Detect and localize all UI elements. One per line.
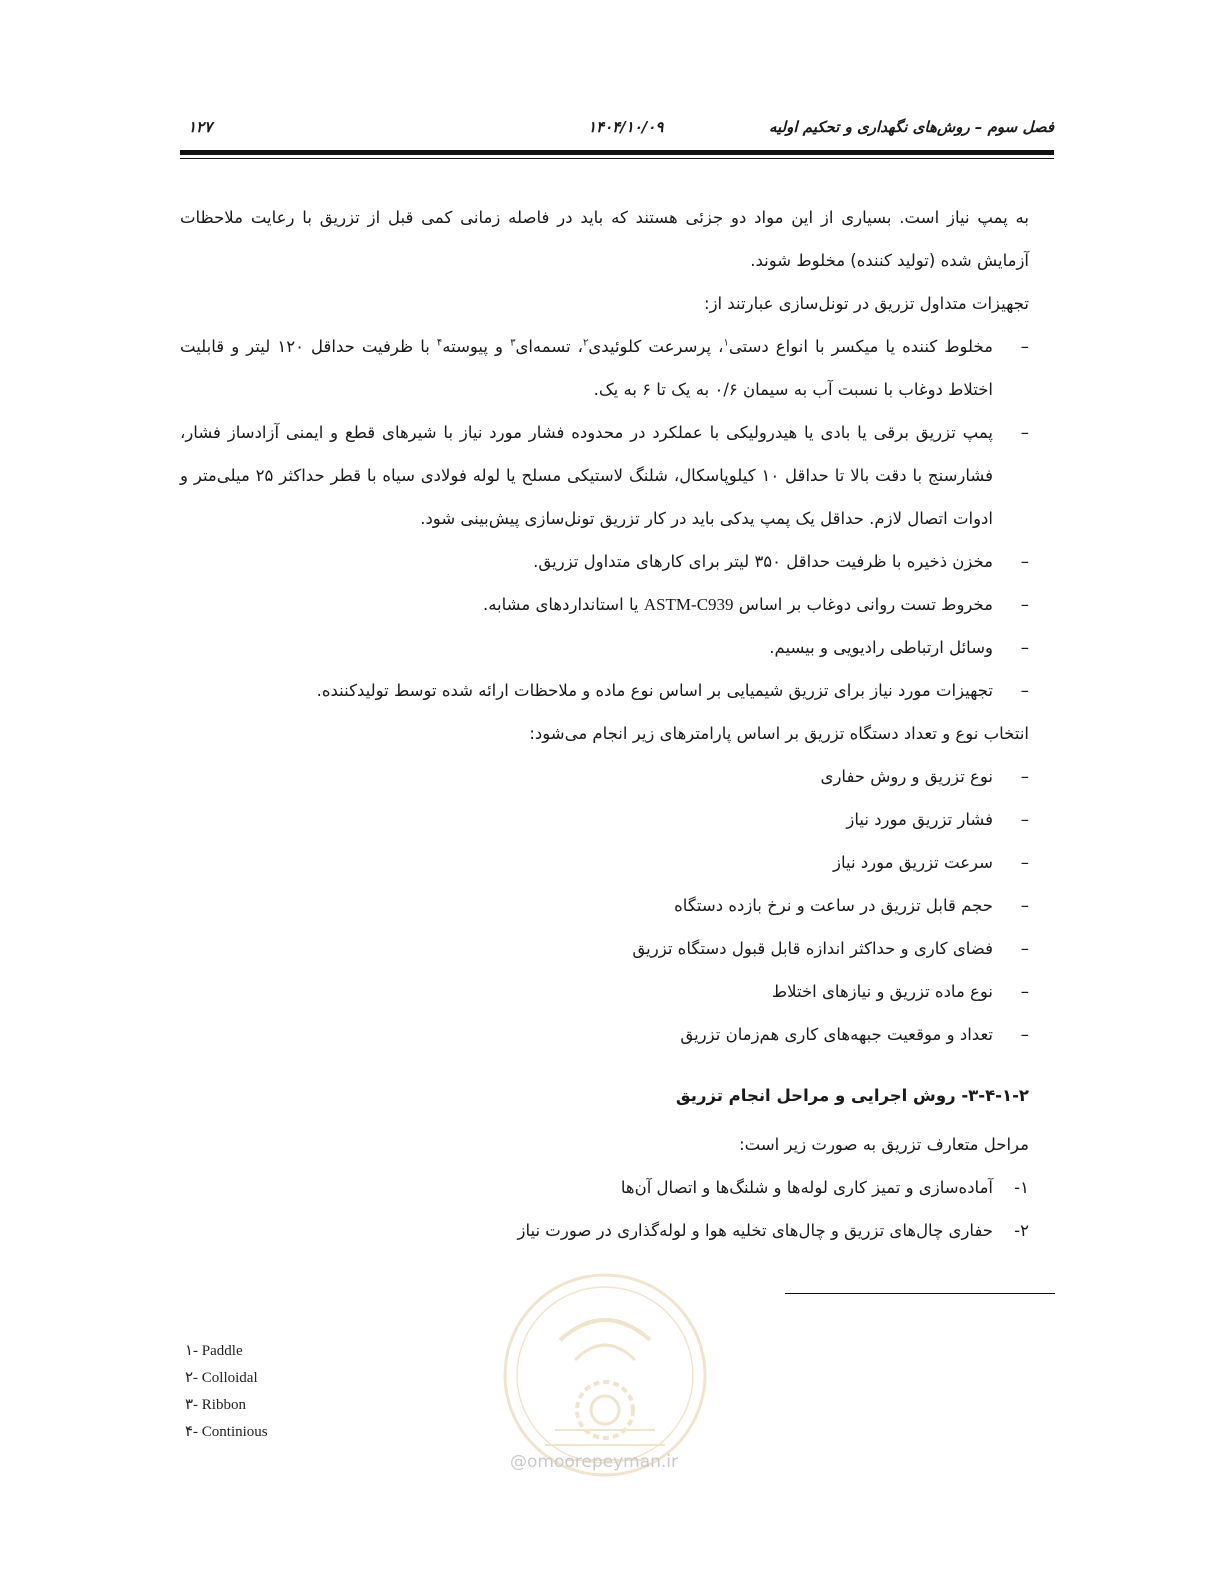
dash-bullet: –: [1020, 767, 1029, 786]
param-item: – نوع تزریق و روش حفاری: [180, 755, 1029, 798]
step-item: ۱- آماده‌سازی و تمیز کاری لوله‌ها و شلنگ‌ها و اتصال آن‌ها: [180, 1166, 1029, 1209]
param-item: – نوع ماده تزریق و نیازهای اختلاط: [180, 970, 1029, 1013]
footnotes: [185, 1338, 268, 1446]
footnote-ref: ۴: [436, 337, 443, 349]
chapter-title: فصل سوم – روش‌های نگهداری و تحکیم اولیه: [768, 118, 1054, 136]
page-header: [180, 118, 1054, 142]
param-item: – سرعت تزریق مورد نیاز: [180, 841, 1029, 884]
dash-bullet: –: [1020, 1025, 1029, 1044]
equipment-item: – وسائل ارتباطی رادیویی و بیسیم.: [180, 626, 1029, 669]
step-number: ۱-: [1014, 1178, 1029, 1197]
param-item: – حجم قابل تزریق در ساعت و نرخ بازده دستگاه: [180, 884, 1029, 927]
header-rule-thick: [180, 150, 1054, 155]
dash-bullet: –: [1020, 810, 1029, 829]
header-rule-thin: [180, 158, 1054, 159]
section-heading: ۳-۴-۱-۲- روش اجرایی و مراحل انجام تزریق: [675, 1086, 1029, 1105]
dash-bullet: –: [1020, 595, 1029, 614]
standard-code: ASTM-C939: [643, 595, 734, 614]
param-item: – فضای کاری و حداکثر اندازه قابل قبول دستگاه تزریق: [180, 927, 1029, 970]
dash-bullet: –: [1020, 681, 1029, 700]
dash-bullet: –: [1020, 896, 1029, 915]
step-number: ۲-: [1014, 1221, 1029, 1240]
steps-intro: مراحل متعارف تزریق به صورت زیر است:: [739, 1135, 1029, 1154]
selection-intro: انتخاب نوع و تعداد دستگاه تزریق بر اساس پارامترهای زیر انجام می‌شود:: [529, 724, 1029, 743]
footnote-ref: ۲: [583, 337, 589, 349]
step-item: ۲- حفاری چال‌های تزریق و چال‌های تخلیه هوا و لوله‌گذاری در صورت نیاز: [180, 1209, 1029, 1252]
equipment-intro: تجهیزات متداول تزریق در تونل‌سازی عبارتند از:: [704, 294, 1029, 313]
footnote-separator: [785, 1293, 1055, 1294]
equipment-item: – مخلوط کننده یا میکسر با انواع دستی$^۱$، پرسرعت کلوئیدی$^۲$، تسمه‌ای$^۳$ و پیوسته$^۴$ با ظرفیت حداقل ۱۲۰ لیتر و قابلیت اختلاط دوغاب با نسبت آب به سیمان ۰/۶ به یک تا ۶ به یک.: [180, 325, 1029, 411]
dash-bullet: –: [1020, 982, 1029, 1001]
dash-bullet: –: [1020, 423, 1029, 442]
param-item: – تعداد و موقعیت جبهه‌های کاری هم‌زمان تزریق: [180, 1013, 1029, 1056]
dash-bullet: –: [1020, 337, 1029, 356]
paragraph-intro: به پمپ نیاز است. بسیاری از این مواد دو جزئی هستند که باید در فاصله زمانی کمی قبل از تزریق با رعایت ملاحظات آزمایش شده (تولید کننده) مخلوط شوند.: [180, 208, 1029, 270]
equipment-item: – پمپ تزریق برقی یا بادی یا هیدرولیکی با عملکرد در محدوده فشار مورد نیاز با شیرهای قطع و ایمنی آزادساز فشار، فشارسنج با دقت بالا تا حداقل ۱۰ کیلوپاسکال، شلنگ لاستیکی مسلح یا لوله فولادی سیاه با قطر حداکثر ۲۵ میلی‌متر و ادوات اتصال لازم. حداقل یک پمپ یدکی باید در کار تزریق تونل‌سازی پیش‌بینی شود.: [180, 411, 1029, 540]
param-item: – فشار تزریق مورد نیاز: [180, 798, 1029, 841]
dash-bullet: –: [1020, 853, 1029, 872]
equipment-item: – مخروط تست روانی دوغاب بر اساس ASTM-C939 یا استانداردهای مشابه.: [180, 583, 1029, 626]
dash-bullet: –: [1020, 939, 1029, 958]
footnote-item: ۲- Colloidal: [185, 1370, 258, 1386]
footnote-ref: ۱: [723, 337, 729, 349]
page-number: ۱۲۷: [188, 118, 213, 136]
watermark-site: @omoorepeyman.ir: [510, 1452, 679, 1472]
document-body: [180, 196, 1029, 1252]
header-date: ۱۴۰۴/۱۰/۰۹: [588, 118, 664, 136]
equipment-item: – تجهیزات مورد نیاز برای تزریق شیمیایی بر اساس نوع ماده و ملاحظات ارائه شده توسط تولیدکننده.: [180, 669, 1029, 712]
footnote-item: ۳- Ribbon: [185, 1397, 246, 1413]
dash-bullet: –: [1020, 638, 1029, 657]
watermark-seal-icon: [500, 1270, 710, 1480]
equipment-item: – مخزن ذخیره با ظرفیت حداقل ۳۵۰ لیتر برای کارهای متداول تزریق.: [180, 540, 1029, 583]
footnote-ref: ۳: [510, 337, 516, 349]
footnote-item: ۴- Continious: [185, 1424, 268, 1440]
footnote-item: ۱- Paddle: [185, 1343, 243, 1359]
dash-bullet: –: [1020, 552, 1029, 571]
